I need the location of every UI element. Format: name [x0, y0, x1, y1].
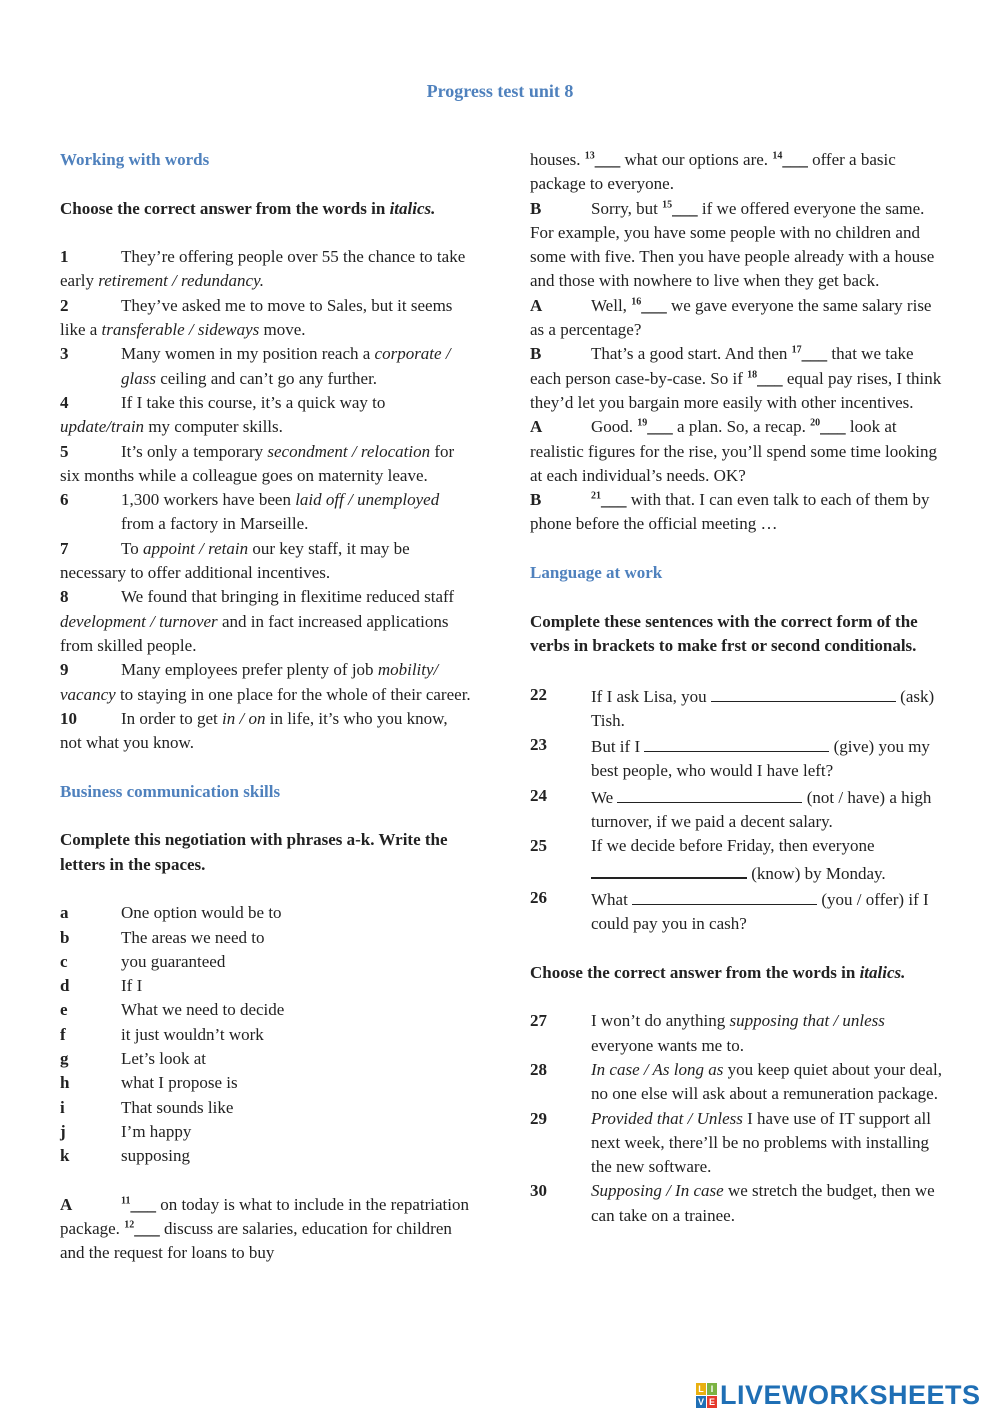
question-27: 27 I won’t do anything supposing that / unless everyone wants me to. [530, 1011, 885, 1055]
question-8: 8 We found that bringing in flexitime reduced staff development / turnover and in fact increased applications from skilled people. [60, 587, 455, 655]
question-25: 25 If we decide before Friday, then everyone (know) by Monday. [530, 836, 886, 883]
question-3: 3 Many women in my position reach a corporate / glass ceiling and can’t go any further. [60, 344, 451, 388]
choice-laid-off-unemployed[interactable]: laid off / unemployed [295, 490, 440, 510]
dialog-a-2: A Well, $^{16}$___ we gave everyone the same salary rise as a percentage? [530, 295, 932, 340]
choice-transferable-sideways[interactable]: transferable / sideways [101, 320, 260, 340]
choice-appoint-retain[interactable]: appoint / retain [142, 538, 249, 558]
choice-retirement-redundancy[interactable]: retirement / redundancy. [98, 271, 264, 291]
phrase-a: a One option would be to [60, 903, 282, 923]
question-2: 2 They’ve asked me to move to Sales, but it seems like a transferable / sideways move. [60, 295, 453, 340]
phrase-list [60, 901, 472, 1168]
question-26: 26 What (you / offer) if I could pay you in cash? [530, 887, 929, 934]
phrase-j: j I’m happy [60, 1121, 192, 1141]
section-heading-business-communication: Business communication skills [60, 781, 281, 801]
section-heading-working-with-words: Working with words [60, 150, 210, 169]
blank-16[interactable]: ___ [641, 295, 667, 315]
answer-line-22[interactable] [711, 683, 896, 702]
question-10: 10 In order to get in / on in life, it’s who you know, not what you know. [60, 708, 448, 753]
question-9: 9 Many employees prefer plenty of job mobility/ vacancy to staying in one place for the whole of their career. [60, 660, 471, 704]
question-29: 29 Provided that / Unless I have use of IT support all next week, there’ll be no problems with installing the new software. [530, 1108, 931, 1177]
dialog-b-2: B That’s a good start. And then $^{17}$___ that we take each person case-by-case. So if $^{18}$___ equal pay rises, I think they’d let you bargain more easily with other incentives. [530, 344, 942, 412]
dialog-a-1-continued: houses. $^{13}$___ what our options are. $^{14}$___ offer a basic package to everyone. [530, 150, 896, 194]
dialog-a-3: A Good. $^{19}$___ a plan. So, a recap. $^{20}$___ look at realistic figures for the rise, you’ll spend some time looking at each individual’s needs. OK? [530, 417, 937, 485]
choice-supposing-in-case[interactable]: Supposing / In case [591, 1181, 724, 1201]
question-28: 28 In case / As long as you keep quiet about your deal, no one else will ask about a remuneration package. [530, 1059, 942, 1104]
question-24: 24 We (not / have) a high turnover, if we paid a decent salary. [530, 785, 932, 832]
question-22: 22 If I ask Lisa, you (ask) Tish. [530, 684, 935, 730]
answer-line-25[interactable] [591, 859, 747, 879]
blank-13[interactable]: ___ [594, 150, 621, 169]
blank-14[interactable]: ___ [782, 150, 808, 169]
choice-secondment-relocation[interactable]: secondment / relocation [267, 441, 431, 461]
liveworksheets-logo-text: LIVEWORKSHEETS [720, 1380, 981, 1410]
answer-line-26[interactable] [632, 886, 817, 905]
section-heading-language-at-work: Language at work [530, 563, 663, 583]
question-7: 7 To appoint / retain our key staff, it may be necessary to offer additional incentives. [60, 538, 410, 583]
phrase-k: k supposing [60, 1146, 190, 1166]
left-column [60, 148, 472, 1266]
answer-line-23[interactable] [644, 733, 829, 752]
choice-in-on[interactable]: in / on [222, 708, 266, 728]
phrase-g: g Let’s look at [60, 1048, 206, 1068]
blank-17[interactable]: ___ [801, 344, 828, 364]
dialog-b-3: B $^{21}$___ with that. I can even talk to each of them by phone before the official meeting … [530, 490, 930, 534]
question-5: 5 It’s only a temporary secondment / relocation for six months while a colleague goes on maternity leave. [60, 441, 455, 485]
phrase-d: d If I [60, 976, 143, 996]
blank-15[interactable]: ___ [672, 198, 698, 218]
answer-line-24[interactable] [617, 784, 802, 803]
choice-supposing-unless[interactable]: supposing that / unless [729, 1011, 885, 1031]
liveworksheets-logo-icon: L I V E [697, 1383, 715, 1407]
phrase-i: i That sounds like [60, 1097, 234, 1117]
blank-12[interactable]: ___ [134, 1219, 160, 1239]
question-1: 1 They’re offering people over 55 the chance to take early retirement / redundancy. [60, 247, 466, 291]
question-6: 6 1,300 workers have been laid off / unemployed from a factory in Marseille. [60, 490, 440, 534]
choice-mobility-vacancy[interactable]: mobility/ vacancy [60, 660, 439, 704]
choice-provided-that-unless[interactable]: Provided that / Unless [591, 1108, 743, 1128]
choice-update-train[interactable]: update/train [60, 417, 145, 437]
instruction-choose-italics-2: Choose the correct answer from the words in italics. [530, 962, 906, 982]
question-23: 23 But if I (give) you my best people, who would I have left? [530, 735, 930, 781]
question-30: 30 Supposing / In case we stretch the budget, then we can take on a trainee. [530, 1181, 935, 1225]
instruction-conditionals: Complete these sentences with the correct form of the verbs in brackets to make frst or second conditionals. [530, 611, 918, 655]
dialog-b-1: B Sorry, but $^{15}$___ if we offered everyone the same. For example, you have some people with no children and some with five. Then you have people already with a house and those with nowhere to live when they get back. [530, 198, 935, 291]
choice-development-turnover[interactable]: development / turnover [60, 611, 218, 631]
phrase-c: c you guaranteed [60, 951, 226, 971]
blank-11[interactable]: ___ [130, 1194, 156, 1214]
phrase-f: f it just wouldn’t work [60, 1024, 264, 1044]
phrase-b: b The areas we need to [60, 927, 265, 947]
instruction-choose-italics: Choose the correct answer from the words in italics. [60, 198, 436, 218]
choice-in-case-as-long-as[interactable]: In case / As long as [591, 1059, 724, 1079]
dialog-a-1: A $^{11}$___ on today is what to include in the repatriation package. $^{12}$___ discuss are salaries, education for children and the request for loans to buy [60, 1194, 469, 1263]
liveworksheets-logo [696, 1378, 981, 1412]
phrase-e: e What we need to decide [60, 1000, 285, 1020]
blank-20[interactable]: ___ [820, 417, 846, 437]
blank-19[interactable]: ___ [647, 417, 673, 437]
page-title: Progress test unit 8 [426, 81, 574, 101]
blank-21[interactable]: ___ [601, 490, 627, 510]
phrase-h: h what I propose is [60, 1073, 238, 1093]
blank-18[interactable]: ___ [757, 368, 783, 388]
choice-corporate-glass[interactable]: corporate / glass [121, 344, 451, 388]
instruction-negotiation: Complete this negotiation with phrases a-k. Write the letters in the spaces. [60, 830, 448, 874]
question-4: 4 If I take this course, it’s a quick way to update/train my computer skills. [60, 392, 386, 437]
right-column [530, 148, 942, 1228]
